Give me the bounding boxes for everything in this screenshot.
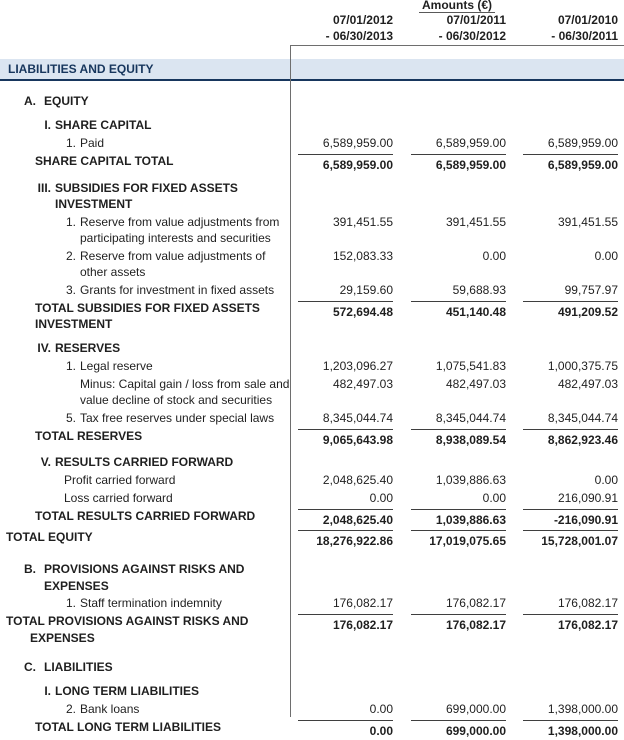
row-label-text: Paid: [80, 136, 105, 150]
table-row: [0, 358, 624, 376]
amount-cell: [398, 561, 511, 578]
amount-value: 216,090.91: [557, 491, 618, 505]
amount-value: 491,209.52: [523, 301, 618, 321]
amount-value: 176,082.17: [445, 596, 506, 610]
amount-value: 59,688.93: [452, 282, 506, 297]
row-marker: IV.: [37, 340, 51, 355]
table-row: [0, 561, 624, 595]
row-label-text: RESULTS CARRIED FORWARD: [55, 455, 234, 469]
amount-cell: [290, 659, 398, 676]
amount-cell: [398, 683, 511, 700]
amount-cell: [398, 701, 511, 718]
amount-cell: [290, 358, 398, 375]
amounts-label-wrap: [290, 0, 624, 13]
amount-value: 0.00: [482, 248, 506, 263]
row-marker: 2.: [65, 702, 76, 716]
amount-cell: [398, 490, 511, 507]
row-label: [0, 153, 290, 171]
amount-cell: [290, 153, 398, 174]
row-label-text: Reserve from value adjustments from participating interests and securities: [80, 214, 280, 245]
amount-cell: [511, 153, 624, 174]
row-label: [0, 376, 290, 410]
row-marker: 1.: [65, 136, 76, 150]
row-label-text: EQUITY: [44, 94, 89, 108]
amount-value: 391,451.55: [557, 214, 618, 229]
amount-cell: [290, 719, 398, 740]
row-label-text: RESERVES: [55, 340, 121, 355]
amount-value: 152,083.33: [332, 248, 393, 263]
amount-value: 1,203,096.27: [322, 358, 393, 373]
table-row: [0, 701, 624, 719]
amount-value: 6,589,959.00: [523, 154, 618, 174]
total-row: [0, 613, 624, 647]
row-marker: I.: [44, 684, 51, 698]
row-label: [0, 561, 290, 595]
amount-cell: [511, 117, 624, 134]
period-col1-start: 07/01/2012: [332, 13, 393, 27]
row-marker: V.: [40, 455, 51, 469]
period-col1-end: - 06/30/2013: [325, 29, 393, 43]
amount-cell: [290, 701, 398, 718]
amount-cell: [511, 282, 624, 299]
amount-value: 17,019,075.65: [411, 530, 506, 550]
amount-cell: [398, 300, 511, 321]
row-label: [0, 472, 290, 490]
amount-cell: [398, 135, 511, 152]
amount-value: 8,938,089.54: [411, 429, 506, 449]
period-col2-end: - 06/30/2012: [438, 29, 506, 43]
amount-cell: [290, 683, 398, 700]
amount-value: 1,000,375.75: [547, 358, 618, 373]
amount-value: 176,082.17: [332, 596, 393, 610]
amount-value: 572,694.48: [298, 301, 393, 321]
amount-value: 0.00: [369, 702, 393, 716]
row-marker: 1.: [65, 596, 76, 610]
row-marker: I.: [44, 118, 51, 132]
row-label: [0, 180, 290, 214]
amount-cell: [290, 135, 398, 152]
amount-cell: [290, 282, 398, 299]
period-col2-start: 07/01/2011: [446, 13, 506, 27]
amount-cell: [290, 93, 398, 110]
amount-cell: [511, 613, 624, 634]
amount-cell: [511, 719, 624, 740]
row-label-text: Grants for investment in fixed assets: [80, 282, 275, 297]
amount-cell: [398, 340, 511, 357]
amount-cell: [290, 340, 398, 357]
amount-cell: [398, 454, 511, 471]
row-label-text: TOTAL SUBSIDIES FOR FIXED ASSETS INVESTMENT: [35, 300, 260, 331]
table-row: [0, 117, 624, 135]
table-row: [0, 410, 624, 428]
amount-cell: [290, 561, 398, 578]
amount-value: 8,862,923.46: [523, 429, 618, 449]
amount-value: 2,048,625.40: [298, 509, 393, 529]
row-label-text: TOTAL LONG TERM LIABILITIES: [35, 720, 221, 734]
amount-value: 482,497.03: [332, 376, 393, 391]
row-label: [0, 454, 290, 472]
amount-cell: [290, 613, 398, 634]
amount-cell: [511, 135, 624, 152]
table-row: [0, 595, 624, 613]
period-col3-start: 07/01/2010: [557, 13, 618, 27]
row-label-text: SUBSIDIES FOR FIXED ASSETS INVESTMENT: [55, 180, 238, 211]
table-row: [0, 340, 624, 358]
row-marker: C.: [24, 660, 36, 674]
row-label: [0, 595, 290, 613]
row-label-text: TOTAL RESULTS CARRIED FORWARD: [35, 509, 256, 523]
column-divider-line: [290, 45, 291, 717]
amount-cell: [398, 358, 511, 375]
amount-cell: [398, 410, 511, 427]
amount-value: 6,589,959.00: [435, 136, 506, 150]
amount-cell: [398, 180, 511, 197]
amount-value: 8,345,044.74: [547, 410, 618, 425]
amount-cell: [290, 529, 398, 550]
amount-value: 0.00: [594, 473, 618, 487]
amount-value: 99,757.97: [564, 282, 618, 297]
amount-value: 29,159.60: [339, 282, 393, 297]
amount-value: 6,589,959.00: [322, 136, 393, 150]
amount-cell: [398, 595, 511, 612]
amount-value: 18,276,922.86: [298, 530, 393, 550]
row-label-text: TOTAL EQUITY: [6, 529, 93, 544]
amount-cell: [398, 719, 511, 740]
amount-cell: [398, 214, 511, 231]
amount-cell: [398, 248, 511, 265]
row-label: [0, 529, 290, 547]
row-label-text: TOTAL RESERVES: [35, 428, 143, 443]
amount-cell: [398, 613, 511, 634]
period-dates-row2: [0, 28, 624, 44]
row-label: [0, 358, 290, 376]
amount-value: 1,398,000.00: [523, 720, 618, 740]
table-row: [0, 683, 624, 701]
amount-value: 1,039,886.63: [435, 473, 506, 487]
amount-value: 0.00: [594, 248, 618, 263]
amount-cell: [511, 180, 624, 197]
amount-value: 1,398,000.00: [547, 702, 618, 716]
table-row: [0, 659, 624, 677]
amount-cell: [398, 529, 511, 550]
row-label: [0, 117, 290, 135]
amount-value: 0.00: [369, 491, 393, 505]
amount-value: 176,082.17: [557, 596, 618, 610]
amount-value: 391,451.55: [445, 214, 506, 229]
amount-value: -216,090.91: [523, 509, 618, 529]
row-label: [0, 719, 290, 737]
amount-value: 391,451.55: [332, 214, 393, 229]
row-label: [0, 508, 290, 526]
section-band-title: LIABILITIES AND EQUITY: [8, 62, 154, 76]
amount-cell: [398, 376, 511, 393]
amount-cell: [398, 472, 511, 489]
amount-value: 6,589,959.00: [547, 136, 618, 150]
row-label: [0, 135, 290, 153]
amount-value: 2,048,625.40: [322, 473, 393, 487]
amount-cell: [511, 472, 624, 489]
total-row: [0, 719, 624, 740]
amount-cell: [290, 595, 398, 612]
row-label-text: TOTAL PROVISIONS AGAINST RISKS AND EXPENSES: [6, 614, 249, 645]
row-label-text: Bank loans: [80, 702, 140, 716]
amount-cell: [290, 508, 398, 529]
row-label-text: PROVISIONS AGAINST RISKS AND EXPENSES: [44, 562, 245, 593]
table-row: [0, 135, 624, 153]
row-label-text: Reserve from value adjustments of other assets: [80, 248, 266, 279]
amount-value: 0.00: [482, 491, 506, 505]
table-row: [0, 214, 624, 248]
total-row: [0, 508, 624, 529]
row-label: [0, 683, 290, 701]
amount-cell: [398, 659, 511, 676]
amount-value: 699,000.00: [445, 702, 506, 716]
amount-value: 6,589,959.00: [298, 154, 393, 174]
row-marker: 5.: [65, 410, 76, 425]
row-label: [0, 701, 290, 719]
amount-value: 482,497.03: [557, 376, 618, 391]
amount-value: 699,000.00: [411, 720, 506, 740]
row-label-text: Profit carried forward: [64, 473, 176, 487]
total-row: [0, 153, 624, 174]
amount-cell: [290, 428, 398, 449]
row-label-text: Loss carried forward: [64, 491, 173, 505]
amount-cell: [398, 508, 511, 529]
row-label-text: LONG TERM LIABILITIES: [55, 684, 199, 698]
amount-value: 176,082.17: [523, 614, 618, 634]
amount-cell: [511, 529, 624, 550]
amount-cell: [290, 376, 398, 393]
amount-cell: [511, 428, 624, 449]
table-row: [0, 93, 624, 111]
row-marker: 3.: [65, 282, 76, 297]
row-marker: B.: [24, 562, 36, 576]
amount-cell: [398, 93, 511, 110]
section-band-liabilities-and-equity: [0, 59, 624, 81]
amount-cell: [398, 117, 511, 134]
amount-cell: [511, 248, 624, 265]
amount-value: 176,082.17: [411, 614, 506, 634]
amount-cell: [511, 701, 624, 718]
table-row: [0, 248, 624, 282]
amount-cell: [290, 454, 398, 471]
amount-cell: [290, 214, 398, 231]
amount-cell: [511, 340, 624, 357]
total-row: [0, 300, 624, 334]
row-label-text: Staff termination indemnity: [80, 596, 222, 610]
amount-value: 6,589,959.00: [411, 154, 506, 174]
amount-cell: [398, 282, 511, 299]
amount-cell: [511, 561, 624, 578]
row-label: [0, 300, 290, 334]
row-marker: 1.: [65, 358, 76, 373]
row-marker: 1.: [65, 214, 76, 229]
amount-cell: [398, 428, 511, 449]
amount-cell: [511, 683, 624, 700]
amount-cell: [290, 248, 398, 265]
period-col3-end: - 06/30/2011: [551, 29, 618, 43]
amount-value: 176,082.17: [298, 614, 393, 634]
amount-value: 1,075,541.83: [435, 358, 506, 373]
amount-cell: [511, 410, 624, 427]
amount-cell: [511, 490, 624, 507]
table-row: [0, 180, 624, 214]
row-label: [0, 613, 290, 647]
row-marker: A.: [24, 94, 36, 108]
amount-cell: [511, 508, 624, 529]
row-label-text: SHARE CAPITAL: [55, 118, 152, 132]
amount-value: 482,497.03: [445, 376, 506, 391]
amount-cell: [290, 472, 398, 489]
amount-cell: [398, 153, 511, 174]
amount-value: 1,039,886.63: [411, 509, 506, 529]
amount-value: 8,345,044.74: [322, 410, 393, 425]
table-row: [0, 376, 624, 410]
row-label-text: Minus: Capital gain / loss from sale and value decline of stock and securities: [80, 376, 290, 407]
amount-value: 9,065,643.98: [298, 429, 393, 449]
row-label: [0, 282, 290, 300]
row-marker: 2.: [65, 248, 76, 263]
amount-cell: [511, 454, 624, 471]
amount-cell: [511, 358, 624, 375]
amount-value: 8,345,044.74: [435, 410, 506, 425]
table-row: [0, 454, 624, 472]
amount-cell: [290, 410, 398, 427]
amount-cell: [511, 595, 624, 612]
amount-cell: [511, 659, 624, 676]
amount-cell: [511, 93, 624, 110]
table-row: [0, 472, 624, 490]
row-label: [0, 659, 290, 677]
amount-cell: [290, 300, 398, 321]
total-row: [0, 428, 624, 449]
amount-value: 451,140.48: [411, 301, 506, 321]
row-label-text: LIABILITIES: [44, 660, 113, 674]
amounts-area-top-border: [290, 45, 624, 46]
row-marker: III.: [37, 180, 51, 195]
row-label: [0, 248, 290, 282]
row-label-text: SHARE CAPITAL TOTAL: [35, 154, 174, 168]
amount-cell: [511, 376, 624, 393]
table-body: [0, 93, 624, 740]
table-row: [0, 282, 624, 300]
amount-value: 15,728,001.07: [523, 530, 618, 550]
amount-cell: [511, 214, 624, 231]
period-column-header: [0, 0, 624, 44]
amount-cell: [290, 490, 398, 507]
row-label: [0, 490, 290, 508]
row-label-text: Legal reserve: [80, 358, 153, 373]
row-label: [0, 410, 290, 428]
row-label: [0, 340, 290, 358]
row-label: [0, 93, 290, 111]
amounts-label: Amounts (€): [419, 0, 495, 13]
total-row: [0, 529, 624, 550]
table-row: [0, 490, 624, 508]
row-label: [0, 214, 290, 248]
amount-cell: [290, 117, 398, 134]
amount-cell: [290, 180, 398, 197]
row-label: [0, 428, 290, 446]
amount-cell: [511, 300, 624, 321]
amount-value: 0.00: [298, 720, 393, 740]
row-label-text: Tax free reserves under special laws: [80, 410, 275, 425]
